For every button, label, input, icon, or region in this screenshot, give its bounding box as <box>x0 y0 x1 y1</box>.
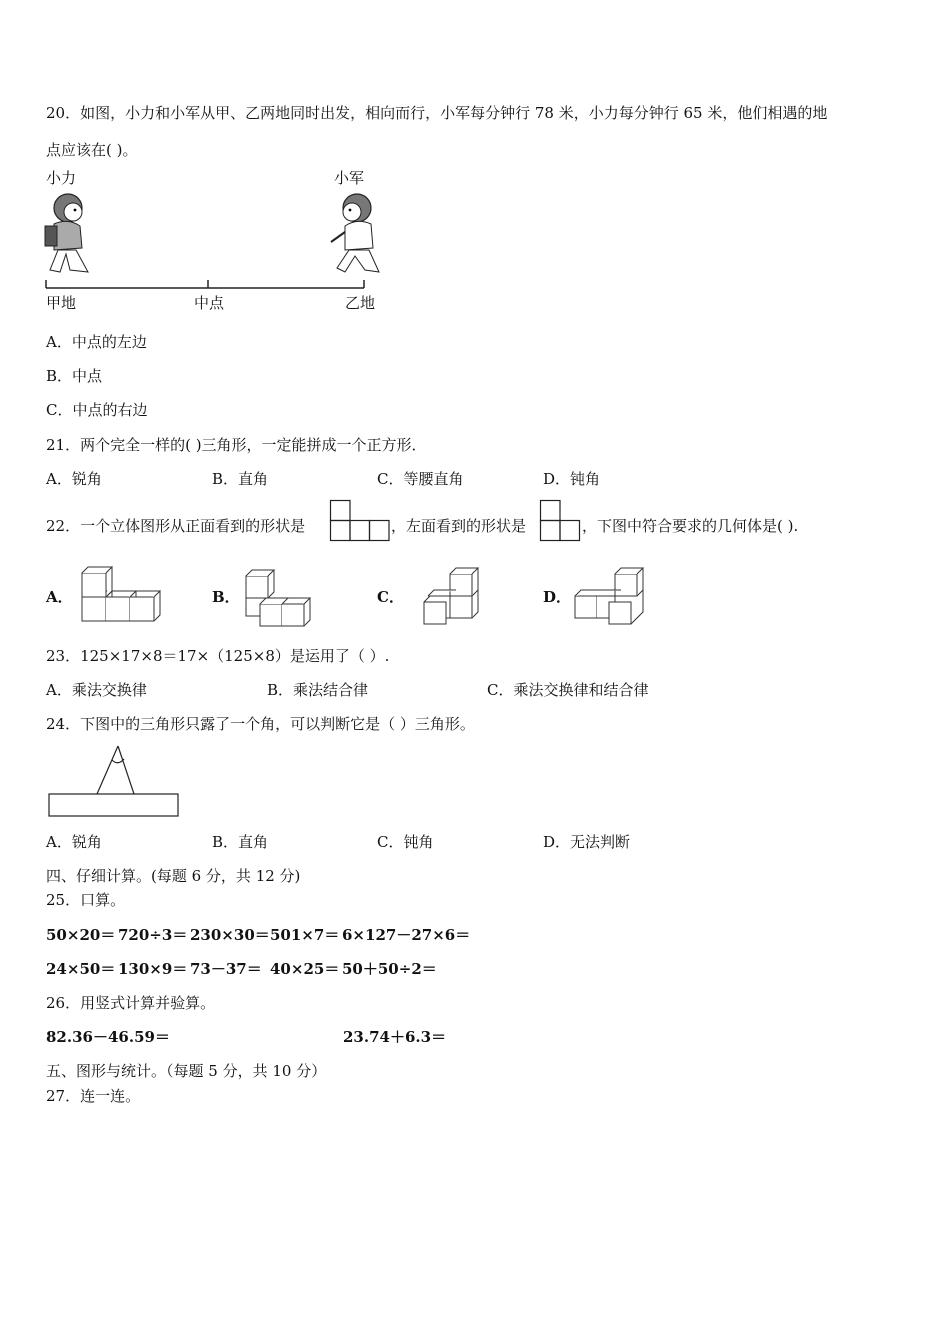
q24-option-c[interactable]: C．钝角 <box>377 833 434 851</box>
oral-calc-item: 130×9＝ <box>118 960 188 978</box>
oral-calc-item: 720÷3＝ <box>118 926 188 944</box>
section-5-heading: 五、图形与统计。（每题 5 分，共 10 分） <box>46 1062 327 1080</box>
q21-option-a[interactable]: A．锐角 <box>46 470 102 488</box>
boy-right-illustration <box>325 190 385 280</box>
q24-stem: 24．下图中的三角形只露了一个角，可以判断它是（ ）三角形。 <box>46 715 475 733</box>
q23-stem: 23．125×17×8＝17×（125×8）是运用了（ ）. <box>46 647 390 665</box>
q22-option-a[interactable]: A． <box>46 588 73 606</box>
q25-stem: 25．口算。 <box>46 891 126 909</box>
oral-calc-item: 50×20＝ <box>46 926 116 944</box>
q22-option-d[interactable]: D． <box>543 588 572 606</box>
q22-cube-figure-d[interactable] <box>575 568 647 626</box>
q24-option-a[interactable]: A．锐角 <box>46 833 102 851</box>
q22-cube-figure-c[interactable] <box>410 568 482 626</box>
left-view-shape <box>540 500 581 541</box>
q20-stem-line2: 点应该在( )。 <box>46 141 138 159</box>
oral-calc-item: 501×7＝ <box>270 926 340 944</box>
q20-option-b[interactable]: B．中点 <box>46 367 103 385</box>
q23-option-a[interactable]: A．乘法交换律 <box>46 681 147 699</box>
label-yidi: 乙地 <box>345 294 376 312</box>
oral-calc-item: 24×50＝ <box>46 960 116 978</box>
oral-calc-item: 6×127－27×6＝ <box>342 926 471 944</box>
q23-option-b[interactable]: B．乘法结合律 <box>267 681 369 699</box>
label-xiaojun: 小军 <box>334 169 365 187</box>
oral-calc-item: 50＋50÷2＝ <box>342 960 437 978</box>
q21-option-b[interactable]: B．直角 <box>212 470 269 488</box>
boy-left-illustration <box>40 190 100 280</box>
q20-option-c[interactable]: C．中点的右边 <box>46 401 148 419</box>
vertical-calc-item: 23.74＋6.3＝ <box>343 1028 447 1046</box>
label-xiaoli: 小力 <box>46 169 77 187</box>
q27-stem: 27．连一连。 <box>46 1087 141 1105</box>
hidden-triangle-figure <box>48 742 180 818</box>
q21-option-c[interactable]: C．等腰直角 <box>377 470 464 488</box>
q24-option-d[interactable]: D．无法判断 <box>543 833 631 851</box>
oral-calc-item: 73－37＝ <box>190 960 262 978</box>
front-view-shape <box>330 500 390 541</box>
q22-cube-figure-b[interactable] <box>244 570 320 628</box>
q21-option-d[interactable]: D．钝角 <box>543 470 601 488</box>
label-zhongdian: 中点 <box>194 294 225 312</box>
q22-stem-part3: ，下图中符合要求的几何体是( ). <box>582 517 799 535</box>
distance-line <box>40 280 380 294</box>
q20-option-a[interactable]: A．中点的左边 <box>46 333 147 351</box>
q22-stem-part1: 22．一个立体图形从正面看到的形状是 <box>46 517 306 535</box>
q24-option-b[interactable]: B．直角 <box>212 833 269 851</box>
q21-stem: 21．两个完全一样的( )三角形，一定能拼成一个正方形． <box>46 436 427 454</box>
q20-stem-line1: 20．如图，小力和小军从甲、乙两地同时出发，相向而行，小军每分钟行 78 米，小力每分钟行 65 米，他们相遇的地 <box>46 104 828 122</box>
vertical-calc-item: 82.36－46.59＝ <box>46 1028 170 1046</box>
q22-cube-figure-a[interactable] <box>78 573 160 625</box>
q26-stem: 26．用竖式计算并验算。 <box>46 994 216 1012</box>
q22-option-c[interactable]: C． <box>377 588 404 606</box>
section-4-heading: 四、仔细计算。(每题 6 分，共 12 分) <box>46 867 301 885</box>
oral-calc-item: 230×30＝ <box>190 926 270 944</box>
label-jiadi: 甲地 <box>46 294 77 312</box>
oral-calc-item: 40×25＝ <box>270 960 340 978</box>
q23-option-c[interactable]: C．乘法交换律和结合律 <box>487 681 649 699</box>
q22-stem-part2: ，左面看到的形状是 <box>391 517 527 535</box>
q22-option-b[interactable]: B． <box>212 588 240 606</box>
